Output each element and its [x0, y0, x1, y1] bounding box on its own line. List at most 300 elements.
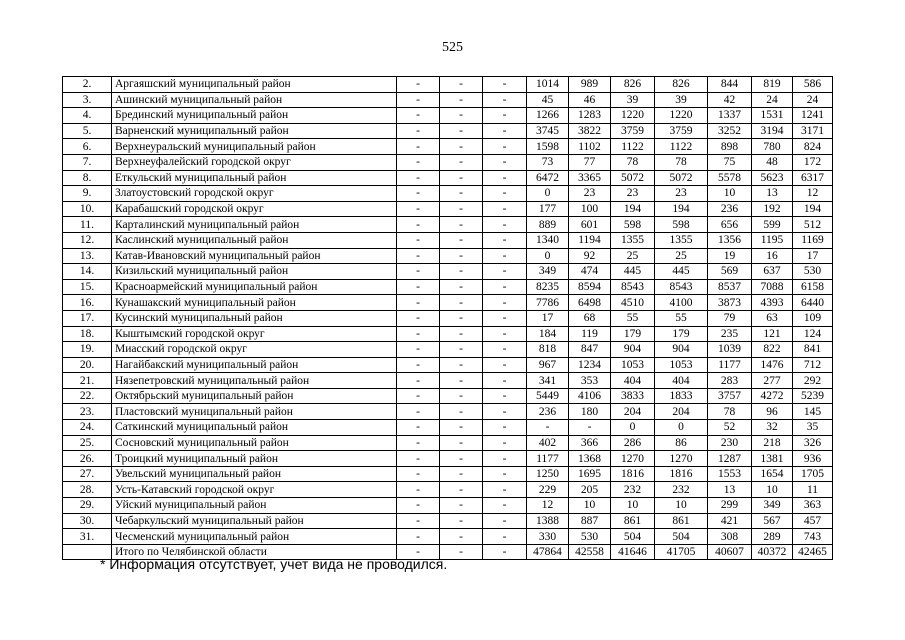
value-cell: 232 — [655, 482, 708, 498]
value-cell: 23 — [611, 186, 655, 202]
value-cell: 17 — [793, 248, 833, 264]
value-cell: 24 — [752, 92, 793, 108]
dash-cell: - — [440, 357, 483, 373]
value-cell: 229 — [527, 482, 569, 498]
row-number-cell: 23. — [63, 404, 112, 420]
table-row — [63, 451, 833, 467]
value-cell: 25 — [655, 248, 708, 264]
table-row — [63, 201, 833, 217]
district-name-cell: Верхнеуральский муниципальный район — [112, 139, 397, 155]
dash-cell: - — [440, 295, 483, 311]
dash-cell: - — [483, 154, 527, 170]
dash-cell: - — [483, 513, 527, 529]
value-cell: 366 — [569, 435, 611, 451]
value-cell: 1340 — [527, 232, 569, 248]
dash-cell: - — [440, 544, 483, 560]
table-row — [63, 170, 833, 186]
value-cell: 861 — [611, 513, 655, 529]
row-number-cell: 10. — [63, 201, 112, 217]
value-cell: 1287 — [708, 451, 752, 467]
value-cell: 599 — [752, 217, 793, 233]
value-cell: 656 — [708, 217, 752, 233]
value-cell: 236 — [527, 404, 569, 420]
value-cell: 1337 — [708, 108, 752, 124]
row-number-cell: 28. — [63, 482, 112, 498]
dash-cell: - — [440, 388, 483, 404]
value-cell: 75 — [708, 154, 752, 170]
value-cell: 1816 — [655, 466, 708, 482]
value-cell: 12 — [527, 498, 569, 514]
value-cell: 77 — [569, 154, 611, 170]
value-cell: 1270 — [611, 451, 655, 467]
value-cell: 121 — [752, 326, 793, 342]
row-number-cell: 3. — [63, 92, 112, 108]
value-cell: 8543 — [655, 279, 708, 295]
value-cell: 13 — [752, 186, 793, 202]
district-name-cell: Каслинский муниципальный район — [112, 232, 397, 248]
value-cell: 299 — [708, 498, 752, 514]
value-cell: 1053 — [655, 357, 708, 373]
value-cell: 4106 — [569, 388, 611, 404]
value-cell: 712 — [793, 357, 833, 373]
value-cell: 3822 — [569, 123, 611, 139]
value-cell: 601 — [569, 217, 611, 233]
value-cell: 5578 — [708, 170, 752, 186]
dash-cell: - — [483, 466, 527, 482]
value-cell: 504 — [611, 529, 655, 545]
dash-cell: - — [483, 435, 527, 451]
table-row — [63, 295, 833, 311]
value-cell: 204 — [611, 404, 655, 420]
value-cell: 194 — [611, 201, 655, 217]
dash-cell: - — [440, 466, 483, 482]
value-cell: 184 — [527, 326, 569, 342]
table-row — [63, 404, 833, 420]
value-cell: 1122 — [611, 139, 655, 155]
value-cell: 23 — [655, 186, 708, 202]
district-name-cell: Нагайбакский муниципальный район — [112, 357, 397, 373]
row-number-cell: 17. — [63, 310, 112, 326]
district-name-cell: Катав-Ивановский муниципальный район — [112, 248, 397, 264]
district-name-cell: Карталинский муниципальный район — [112, 217, 397, 233]
row-number-cell: 30. — [63, 513, 112, 529]
value-cell: 1553 — [708, 466, 752, 482]
value-cell: 78 — [708, 404, 752, 420]
value-cell: 1122 — [655, 139, 708, 155]
value-cell: 25 — [611, 248, 655, 264]
value-cell: 52 — [708, 420, 752, 436]
value-cell: 124 — [793, 326, 833, 342]
value-cell: 1283 — [569, 108, 611, 124]
value-cell: 230 — [708, 435, 752, 451]
dash-cell: - — [440, 232, 483, 248]
value-cell: 194 — [793, 201, 833, 217]
district-name-cell: Уйский муниципальный район — [112, 498, 397, 514]
value-cell: 4510 — [611, 295, 655, 311]
value-cell: 4272 — [752, 388, 793, 404]
district-name-cell: Сосновский муниципальный район — [112, 435, 397, 451]
value-cell: 889 — [527, 217, 569, 233]
dash-cell: - — [397, 264, 440, 280]
value-cell: 5623 — [752, 170, 793, 186]
value-cell: 349 — [752, 498, 793, 514]
value-cell: 1695 — [569, 466, 611, 482]
dash-cell: - — [440, 279, 483, 295]
dash-cell: - — [440, 529, 483, 545]
value-cell: 967 — [527, 357, 569, 373]
value-cell: 292 — [793, 373, 833, 389]
value-cell: 3745 — [527, 123, 569, 139]
dash-cell: - — [397, 482, 440, 498]
value-cell: 6440 — [793, 295, 833, 311]
value-cell: 42558 — [569, 544, 611, 560]
value-cell: 46 — [569, 92, 611, 108]
dash-cell: - — [440, 248, 483, 264]
dash-cell: - — [440, 186, 483, 202]
value-cell: 1388 — [527, 513, 569, 529]
dash-cell: - — [440, 92, 483, 108]
value-cell: 0 — [527, 248, 569, 264]
value-cell: 1177 — [708, 357, 752, 373]
value-cell: 341 — [527, 373, 569, 389]
value-cell: 4100 — [655, 295, 708, 311]
dash-cell: - — [483, 498, 527, 514]
district-name-cell: Кыштымский городской округ — [112, 326, 397, 342]
value-cell: 100 — [569, 201, 611, 217]
dash-cell: - — [440, 123, 483, 139]
value-cell: 1220 — [655, 108, 708, 124]
district-name-cell: Чебаркульский муниципальный район — [112, 513, 397, 529]
value-cell: 586 — [793, 77, 833, 93]
value-cell: 474 — [569, 264, 611, 280]
value-cell: 898 — [708, 139, 752, 155]
value-cell: 457 — [793, 513, 833, 529]
value-cell: 847 — [569, 342, 611, 358]
dash-cell: - — [440, 373, 483, 389]
value-cell: 598 — [611, 217, 655, 233]
dash-cell: - — [440, 139, 483, 155]
value-cell: 1053 — [611, 357, 655, 373]
value-cell: 402 — [527, 435, 569, 451]
dash-cell: - — [483, 357, 527, 373]
row-number-cell: 4. — [63, 108, 112, 124]
dash-cell: - — [440, 217, 483, 233]
value-cell: 826 — [655, 77, 708, 93]
value-cell: 180 — [569, 404, 611, 420]
table-row — [63, 123, 833, 139]
dash-cell: - — [397, 108, 440, 124]
value-cell: 512 — [793, 217, 833, 233]
value-cell: 8594 — [569, 279, 611, 295]
value-cell: 10 — [752, 482, 793, 498]
dash-cell: - — [440, 498, 483, 514]
district-name-cell: Кусинский муниципальный район — [112, 310, 397, 326]
dash-cell: - — [483, 373, 527, 389]
value-cell: 1194 — [569, 232, 611, 248]
value-cell: 45 — [527, 92, 569, 108]
value-cell: 6498 — [569, 295, 611, 311]
value-cell: 19 — [708, 248, 752, 264]
row-number-cell: 13. — [63, 248, 112, 264]
row-number-cell: 11. — [63, 217, 112, 233]
table-row — [63, 513, 833, 529]
row-number-cell: 8. — [63, 170, 112, 186]
dash-cell: - — [397, 92, 440, 108]
table-row — [63, 108, 833, 124]
dash-cell: - — [440, 170, 483, 186]
dash-cell: - — [440, 420, 483, 436]
value-cell: 23 — [569, 186, 611, 202]
value-cell: 936 — [793, 451, 833, 467]
value-cell: 13 — [708, 482, 752, 498]
dash-cell: - — [440, 451, 483, 467]
dash-cell: - — [440, 264, 483, 280]
value-cell: 5072 — [655, 170, 708, 186]
value-cell: 826 — [611, 77, 655, 93]
value-cell: 822 — [752, 342, 793, 358]
value-cell: 179 — [655, 326, 708, 342]
value-cell: 205 — [569, 482, 611, 498]
value-cell: 78 — [611, 154, 655, 170]
table-row — [63, 217, 833, 233]
value-cell: 363 — [793, 498, 833, 514]
value-cell: 232 — [611, 482, 655, 498]
value-cell: 8235 — [527, 279, 569, 295]
value-cell: 404 — [611, 373, 655, 389]
value-cell: 1816 — [611, 466, 655, 482]
value-cell: 569 — [708, 264, 752, 280]
row-number-cell: 16. — [63, 295, 112, 311]
value-cell: 0 — [611, 420, 655, 436]
value-cell: 39 — [655, 92, 708, 108]
dash-cell: - — [440, 482, 483, 498]
dash-cell: - — [483, 420, 527, 436]
dash-cell: - — [397, 451, 440, 467]
district-name-cell: Октябрьский муниципальный район — [112, 388, 397, 404]
dash-cell: - — [483, 544, 527, 560]
value-cell: 283 — [708, 373, 752, 389]
dash-cell: - — [483, 139, 527, 155]
value-cell: 1169 — [793, 232, 833, 248]
table-row — [63, 232, 833, 248]
row-number-cell: 18. — [63, 326, 112, 342]
value-cell: 330 — [527, 529, 569, 545]
value-cell: 3252 — [708, 123, 752, 139]
district-name-cell: Пластовский муниципальный район — [112, 404, 397, 420]
dash-cell: - — [440, 513, 483, 529]
dash-cell: - — [397, 139, 440, 155]
value-cell: 96 — [752, 404, 793, 420]
table-row — [63, 139, 833, 155]
table-row — [63, 248, 833, 264]
value-cell: 6158 — [793, 279, 833, 295]
table-row — [63, 388, 833, 404]
dash-cell: - — [440, 310, 483, 326]
value-cell: 887 — [569, 513, 611, 529]
dash-cell: - — [440, 77, 483, 93]
dash-cell: - — [397, 279, 440, 295]
value-cell: 289 — [752, 529, 793, 545]
value-cell: - — [527, 420, 569, 436]
table-row — [63, 373, 833, 389]
value-cell: 637 — [752, 264, 793, 280]
table-row — [63, 92, 833, 108]
value-cell: 42465 — [793, 544, 833, 560]
district-name-cell: Карабашский городской округ — [112, 201, 397, 217]
value-cell: 10 — [708, 186, 752, 202]
dash-cell: - — [483, 201, 527, 217]
dash-cell: - — [440, 435, 483, 451]
value-cell: 7088 — [752, 279, 793, 295]
value-cell: 218 — [752, 435, 793, 451]
value-cell: 530 — [793, 264, 833, 280]
value-cell: 35 — [793, 420, 833, 436]
value-cell: 1039 — [708, 342, 752, 358]
dash-cell: - — [440, 201, 483, 217]
value-cell: 109 — [793, 310, 833, 326]
dash-cell: - — [440, 404, 483, 420]
dash-cell: - — [397, 326, 440, 342]
value-cell: 1654 — [752, 466, 793, 482]
value-cell: 904 — [655, 342, 708, 358]
table-row — [63, 77, 833, 93]
value-cell: 1531 — [752, 108, 793, 124]
value-cell: 861 — [655, 513, 708, 529]
dash-cell: - — [397, 342, 440, 358]
row-number-cell: 25. — [63, 435, 112, 451]
value-cell: 743 — [793, 529, 833, 545]
dash-cell: - — [483, 388, 527, 404]
value-cell: 353 — [569, 373, 611, 389]
row-number-cell: 29. — [63, 498, 112, 514]
district-name-cell: Миасский городской округ — [112, 342, 397, 358]
row-number-cell: 19. — [63, 342, 112, 358]
table-row — [63, 498, 833, 514]
table-row — [63, 326, 833, 342]
value-cell: 79 — [708, 310, 752, 326]
row-number-cell: 20. — [63, 357, 112, 373]
value-cell: 41646 — [611, 544, 655, 560]
dash-cell: - — [483, 295, 527, 311]
dash-cell: - — [397, 77, 440, 93]
value-cell: 1102 — [569, 139, 611, 155]
value-cell: 844 — [708, 77, 752, 93]
dash-cell: - — [440, 326, 483, 342]
value-cell: 6472 — [527, 170, 569, 186]
dash-cell: - — [397, 201, 440, 217]
value-cell: 42 — [708, 92, 752, 108]
row-number-cell: 21. — [63, 373, 112, 389]
value-cell: 1270 — [655, 451, 708, 467]
dash-cell: - — [397, 154, 440, 170]
dash-cell: - — [397, 529, 440, 545]
dash-cell: - — [483, 404, 527, 420]
table-row — [63, 342, 833, 358]
value-cell: 277 — [752, 373, 793, 389]
value-cell: 1355 — [611, 232, 655, 248]
row-number-cell: 6. — [63, 139, 112, 155]
value-cell: 5239 — [793, 388, 833, 404]
dash-cell: - — [440, 154, 483, 170]
value-cell: 989 — [569, 77, 611, 93]
dash-cell: - — [397, 466, 440, 482]
district-name-cell: Чесменский муниципальный район — [112, 529, 397, 545]
value-cell: 1250 — [527, 466, 569, 482]
value-cell: 421 — [708, 513, 752, 529]
district-name-cell: Итого по Челябинской области — [112, 544, 397, 560]
value-cell: 1177 — [527, 451, 569, 467]
dash-cell: - — [397, 170, 440, 186]
value-cell: 10 — [655, 498, 708, 514]
value-cell: 1381 — [752, 451, 793, 467]
value-cell: 78 — [655, 154, 708, 170]
value-cell: 326 — [793, 435, 833, 451]
value-cell: - — [569, 420, 611, 436]
dash-cell: - — [397, 513, 440, 529]
dash-cell: - — [483, 217, 527, 233]
dash-cell: - — [397, 420, 440, 436]
value-cell: 3757 — [708, 388, 752, 404]
value-cell: 55 — [655, 310, 708, 326]
district-name-cell: Троицкий муниципальный район — [112, 451, 397, 467]
dash-cell: - — [397, 217, 440, 233]
value-cell: 119 — [569, 326, 611, 342]
value-cell: 824 — [793, 139, 833, 155]
value-cell: 3873 — [708, 295, 752, 311]
value-cell: 235 — [708, 326, 752, 342]
value-cell: 3194 — [752, 123, 793, 139]
value-cell: 86 — [655, 435, 708, 451]
row-number-cell: 24. — [63, 420, 112, 436]
district-name-cell: Еткульский муниципальный район — [112, 170, 397, 186]
table-body — [63, 77, 833, 560]
value-cell: 3759 — [611, 123, 655, 139]
district-name-cell: Красноармейский муниципальный район — [112, 279, 397, 295]
row-number-cell: 9. — [63, 186, 112, 202]
value-cell: 12 — [793, 186, 833, 202]
value-cell: 530 — [569, 529, 611, 545]
district-name-cell: Нязепетровский муниципальный район — [112, 373, 397, 389]
value-cell: 204 — [655, 404, 708, 420]
dash-cell: - — [397, 498, 440, 514]
footnote: * Информация отсутствует, учет вида не проводился. — [100, 556, 448, 572]
dash-cell: - — [397, 544, 440, 560]
table-row — [63, 482, 833, 498]
row-number-cell: 2. — [63, 77, 112, 93]
value-cell: 10 — [611, 498, 655, 514]
value-cell: 16 — [752, 248, 793, 264]
value-cell: 8543 — [611, 279, 655, 295]
district-name-cell: Златоустовский городской округ — [112, 186, 397, 202]
value-cell: 1234 — [569, 357, 611, 373]
value-cell: 0 — [655, 420, 708, 436]
row-number-cell: 14. — [63, 264, 112, 280]
value-cell: 11 — [793, 482, 833, 498]
value-cell: 5449 — [527, 388, 569, 404]
table-row — [63, 420, 833, 436]
district-name-cell: Ашинский муниципальный район — [112, 92, 397, 108]
value-cell: 3365 — [569, 170, 611, 186]
row-number-cell: 31. — [63, 529, 112, 545]
district-name-cell: Саткинский муниципальный район — [112, 420, 397, 436]
value-cell: 308 — [708, 529, 752, 545]
table-row — [63, 264, 833, 280]
value-cell: 6317 — [793, 170, 833, 186]
value-cell: 192 — [752, 201, 793, 217]
value-cell: 194 — [655, 201, 708, 217]
value-cell: 286 — [611, 435, 655, 451]
value-cell: 3759 — [655, 123, 708, 139]
